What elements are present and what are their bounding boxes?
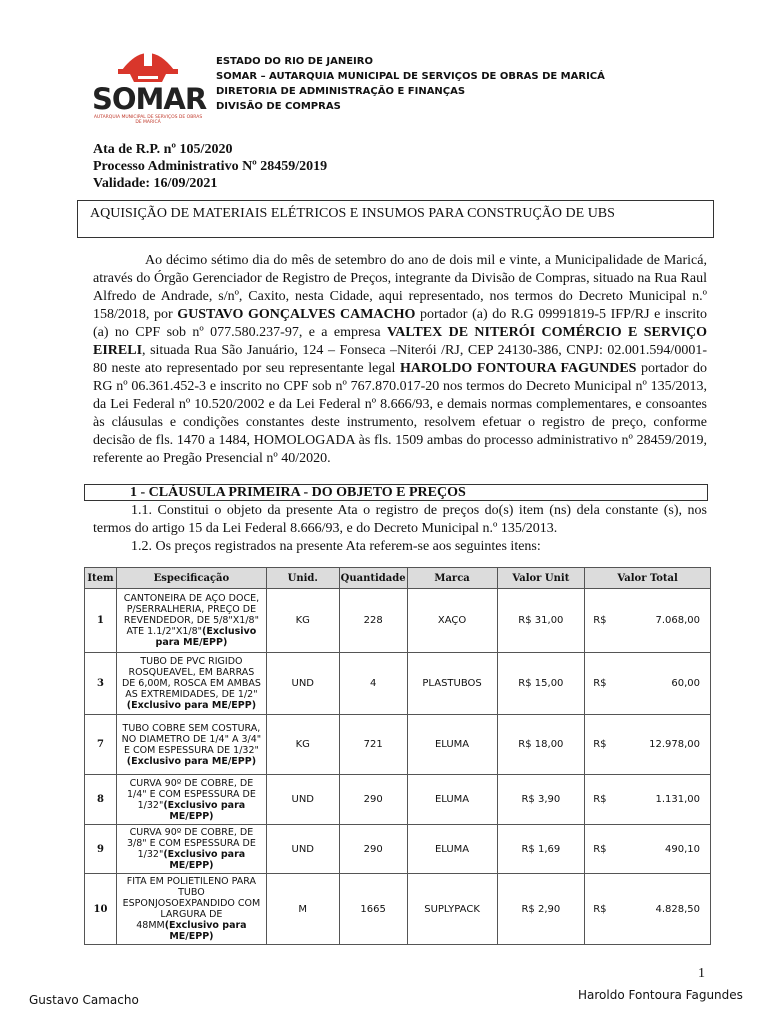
total-amount: 490,10 bbox=[665, 843, 700, 855]
cell-vunit: R$ 1,69 bbox=[497, 825, 585, 874]
table-row bbox=[85, 775, 711, 825]
exclusive-note: (Exclusivo para ME/EPP) bbox=[164, 920, 247, 942]
cell-unid: UND bbox=[266, 653, 339, 715]
somar-logo bbox=[92, 42, 207, 125]
clause-heading-box bbox=[84, 484, 708, 501]
col-vtotal: Valor Total bbox=[585, 568, 711, 589]
exclusive-note: (Exclusivo para ME/EPP) bbox=[126, 755, 257, 767]
cell-vtotal bbox=[585, 775, 711, 825]
col-spec: Especificação bbox=[116, 568, 266, 589]
preamble-paragraph bbox=[93, 252, 707, 468]
cell-item: 7 bbox=[85, 715, 117, 775]
cell-item: 8 bbox=[85, 775, 117, 825]
header-division: DIVISÃO DE COMPRAS bbox=[216, 101, 341, 112]
manager-name: GUSTAVO GONÇALVES CAMACHO bbox=[177, 307, 416, 322]
table-row bbox=[85, 589, 711, 653]
cell-vtotal bbox=[585, 874, 711, 945]
worker-helmet-icon bbox=[92, 42, 204, 84]
ata-number: Ata de R.P. nº 105/2020 bbox=[93, 142, 233, 157]
cell-marca: XAÇO bbox=[407, 589, 497, 653]
col-item: Item bbox=[85, 568, 117, 589]
spec-text: FITA EM POLIETILENO PARA TUBO ESPONJOSOEXPANDIDO COM LARGURA DE 48MM bbox=[122, 876, 261, 931]
preamble-text-1: Ao décimo sétimo dia do mês de setembro do ano de dois mil e vinte, a Municipalidade de Maricá, através do Órgão Gerenciador de Registro de Preços, integrante da Divisão de Compras, situado na Rua Raul Alfredo de Andrade, s/nº, Caxito, nesta Cidade, aqui representado, nos termos do Decreto Municipal n.º 158/2018, por bbox=[93, 253, 707, 322]
cell-marca: ELUMA bbox=[407, 825, 497, 874]
cell-unid: UND bbox=[266, 775, 339, 825]
spec-text: CURVA 90º DE COBRE, DE 1/4" E COM ESPESSURA DE 1/32" bbox=[126, 777, 256, 811]
cell-spec bbox=[116, 589, 266, 653]
logo-tagline: AUTARQUIA MUNICIPAL DE SERVIÇOS DE OBRAS DE MARICÁ bbox=[93, 115, 203, 125]
currency-label: R$ bbox=[593, 794, 607, 805]
cell-vunit: R$ 18,00 bbox=[497, 715, 585, 775]
document-title: AQUISIÇÃO DE MATERIAIS ELÉTRICOS E INSUMOS PARA CONSTRUÇÃO DE UBS bbox=[90, 206, 615, 221]
clause-text bbox=[93, 502, 707, 556]
col-vunit: Valor Unit bbox=[497, 568, 585, 589]
cell-spec bbox=[116, 874, 266, 945]
cell-marca: ELUMA bbox=[407, 715, 497, 775]
exclusive-note: (Exclusivo para ME/EPP) bbox=[163, 849, 246, 871]
logo-wordmark: SOMAR bbox=[92, 82, 207, 116]
validity-date: Validade: 16/09/2021 bbox=[93, 176, 218, 191]
cell-unid: M bbox=[266, 874, 339, 945]
cell-vunit: R$ 15,00 bbox=[497, 653, 585, 715]
col-marca: Marca bbox=[407, 568, 497, 589]
cell-vtotal bbox=[585, 825, 711, 874]
page-number: 1 bbox=[698, 966, 705, 981]
cell-spec bbox=[116, 825, 266, 874]
table-row bbox=[85, 653, 711, 715]
items-table bbox=[84, 567, 711, 945]
col-qtd: Quantidade bbox=[339, 568, 407, 589]
document-title-box bbox=[77, 200, 714, 238]
clause-heading: 1 - CLÁUSULA PRIMEIRA - DO OBJETO E PREÇOS bbox=[130, 485, 466, 500]
cell-unid: KG bbox=[266, 715, 339, 775]
cell-qtd: 1665 bbox=[339, 874, 407, 945]
table-row bbox=[85, 825, 711, 874]
cell-marca: ELUMA bbox=[407, 775, 497, 825]
header-directorate: DIRETORIA DE ADMINISTRAÇÃO E FINANÇAS bbox=[216, 86, 466, 97]
currency-label: R$ bbox=[593, 739, 607, 750]
header-agency: SOMAR – AUTARQUIA MUNICIPAL DE SERVIÇOS DE OBRAS DE MARICÁ bbox=[216, 71, 605, 82]
header-state: ESTADO DO RIO DE JANEIRO bbox=[216, 56, 373, 67]
cell-item: 10 bbox=[85, 874, 117, 945]
cell-vunit: R$ 3,90 bbox=[497, 775, 585, 825]
cell-qtd: 721 bbox=[339, 715, 407, 775]
preamble-text-2: portador (a) do R.G 09991819-5 IFP/RJ e inscrito (a) no CPF sob nº 077.580.237-97, e a empresa bbox=[93, 307, 707, 340]
cell-qtd: 290 bbox=[339, 825, 407, 874]
cell-vunit: R$ 2,90 bbox=[497, 874, 585, 945]
exclusive-note: (Exclusivo para ME/EPP) bbox=[163, 799, 246, 822]
cell-qtd: 290 bbox=[339, 775, 407, 825]
currency-label: R$ bbox=[593, 615, 607, 626]
exclusive-note: (Exclusivo para ME/EPP) bbox=[155, 626, 257, 648]
currency-label: R$ bbox=[593, 678, 607, 689]
total-amount: 12.978,00 bbox=[649, 739, 700, 750]
document-meta bbox=[93, 141, 327, 192]
clause-1-2: 1.2. Os preços registrados na presente Ata referem-se aos seguintes itens: bbox=[131, 539, 541, 554]
preamble-text-4: portador do RG nº 06.361.452-3 e inscrito no CPF sob nº 767.870.017-20 nos termos do Decreto Municipal nº 135/2013, da Lei Federal nº 10.520/2002 e da Lei Federal nº 8.666/93, e demais normas complementares, e consoantes às cláusulas e condições constantes deste instrumento, resolvem efetuar o registro de preço, conforme decisão de fls. 1470 a 1484, HOMOLOGADA às fls. 1509 ambas do processo administrativo nº 28459/2019, referente ao Pregão Presencial nº 40/2020. bbox=[93, 361, 708, 466]
total-amount: 60,00 bbox=[671, 678, 700, 689]
process-number: Processo Administrativo Nº 28459/2019 bbox=[93, 159, 328, 174]
letterhead bbox=[216, 54, 605, 114]
cell-spec bbox=[116, 715, 266, 775]
cell-marca: SUPLYPACK bbox=[407, 874, 497, 945]
table-row bbox=[85, 715, 711, 775]
col-unid: Unid. bbox=[266, 568, 339, 589]
cell-vunit: R$ 31,00 bbox=[497, 589, 585, 653]
currency-label: R$ bbox=[593, 843, 607, 855]
cell-vtotal bbox=[585, 715, 711, 775]
cell-spec bbox=[116, 775, 266, 825]
signature-left: Gustavo Camacho bbox=[29, 993, 139, 1007]
clause-1-1: 1.1. Constitui o objeto da presente Ata o registro de preços do(s) item (ns) dela constante (s), nos termos do artigo 15 da Lei Federal 8.666/93, e do Decreto Municipal n.º 135/2013. bbox=[93, 503, 707, 536]
currency-label: R$ bbox=[593, 903, 607, 915]
spec-text: TUBO DE PVC RIGIDO ROSQUEAVEL, EM BARRAS DE 6,00M, ROSCA EM AMBAS AS EXTREMIDADES, DE 1/2" bbox=[121, 656, 261, 700]
spec-text: CANTONEIRA DE AÇO DOCE, P/SERRALHERIA, PREÇO DE REVENDEDOR, DE 5/8"X1/8" ATE 1.1/2"X1/8" bbox=[123, 593, 260, 637]
spec-text: CURVA 90º DE COBRE, DE 3/8" E COM ESPESSURA DE 1/32" bbox=[126, 827, 256, 860]
table-header-row bbox=[85, 568, 711, 589]
cell-unid: KG bbox=[266, 589, 339, 653]
cell-qtd: 228 bbox=[339, 589, 407, 653]
exclusive-note: (Exclusivo para ME/EPP) bbox=[126, 700, 257, 711]
total-amount: 7.068,00 bbox=[655, 615, 700, 626]
cell-item: 9 bbox=[85, 825, 117, 874]
preamble-text-3: , situada Rua São Januário, 124 – Fonseca –Niterói /RJ, CEP 24130-386, CNPJ: 02.001.594/0001-80 neste ato representado por seu representante legal bbox=[93, 343, 707, 376]
cell-vtotal bbox=[585, 653, 711, 715]
cell-item: 3 bbox=[85, 653, 117, 715]
spec-text: TUBO COBRE SEM COSTURA, NO DIAMETRO DE 1/4" A 3/4" E COM ESPESSURA DE 1/32" bbox=[121, 722, 262, 756]
cell-vtotal bbox=[585, 589, 711, 653]
cell-unid: UND bbox=[266, 825, 339, 874]
signature-right: Haroldo Fontoura Fagundes bbox=[578, 988, 743, 1002]
total-amount: 4.828,50 bbox=[655, 903, 700, 915]
cell-marca: PLASTUBOS bbox=[407, 653, 497, 715]
total-amount: 1.131,00 bbox=[655, 794, 700, 805]
cell-item: 1 bbox=[85, 589, 117, 653]
representative-name: HAROLDO FONTOURA FAGUNDES bbox=[399, 361, 637, 376]
cell-spec bbox=[116, 653, 266, 715]
company-name: VALTEX DE NITERÓI COMÉRCIO E SERVIÇO EIRELI bbox=[93, 325, 707, 358]
table-row bbox=[85, 874, 711, 945]
cell-qtd: 4 bbox=[339, 653, 407, 715]
